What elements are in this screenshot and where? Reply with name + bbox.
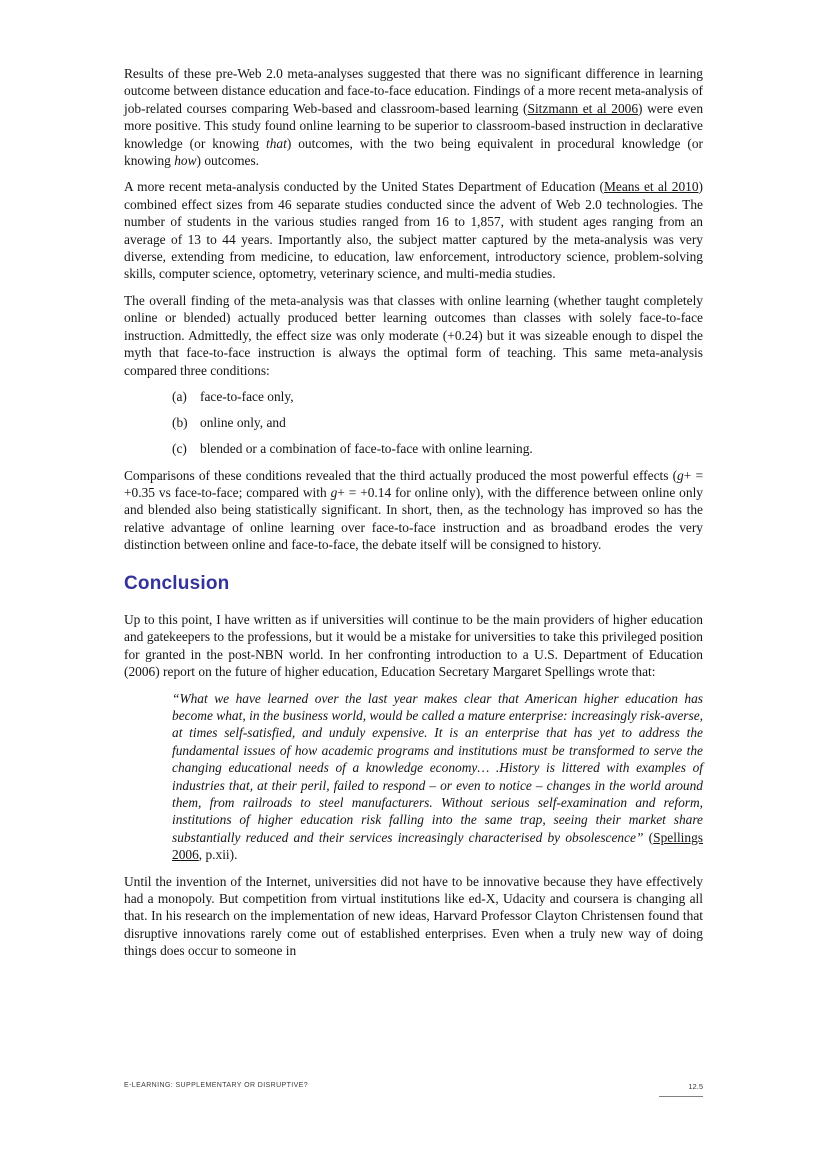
text-run: ) were even more positive. This study found online learning to be superior to classroom-based instruction in declarative knowledge (or knowing [124,100,704,151]
paragraph-overall-finding [124,292,703,379]
page-number-rule [659,1096,703,1097]
list-item-c [172,440,703,457]
list-label: (c) [172,441,187,457]
citation-link-spellings[interactable]: Spellings 2006 [172,829,703,863]
running-title: E-LEARNING: SUPPLEMENTARY OR DISRUPTIVE? [124,1082,309,1089]
text-run: Until the invention of the Internet, universities did not have to be innovative because they have effectively had a monopoly. But competition from virtual institutions like ed-X, Udacity and coursera is changing all that. In his research on the implementation of new ideas, Harvard Professor Clayton Christensen found that disruptive innovations rarely come out of established enterprises. Even when a truly new way of doing things does occur to someone in [124,873,703,959]
text-run: Up to this point, I have written as if universities will continue to be the main providers of higher education and gatekeepers to the professions, but it would be a mistake for universities to take this privileged position for granted in the post-NBN world. In her confronting introduction to a U.S. Department of Education (2006) report on the future of higher education, Education Secretary Margaret Spellings wrote that: [124,611,703,680]
list-item-a [172,388,703,405]
spellings-block-quote [172,690,703,864]
paragraph-comparisons [124,467,703,554]
italic-that: that [266,135,287,151]
list-text: blended or a combination of face-to-face with online learning. [200,441,533,457]
list-text: online only, and [200,415,286,430]
text-run: ) combined effect sizes from 46 separate studies conducted since the advent of Web 2.0 technologies. The number of students in the various studies ranged from 16 to 1,857, with student ages ranging from an average of 13 to 44 years. Importantly also, the subject matter captured by the meta-analysis was very diverse, extending from medicine, to education, law enforcement, introductory science, problem-solving skills, computer science, optometry, veterinary science, and multi-media studies. [124,179,704,282]
italic-g: g [677,467,684,483]
text-run: + = +0.14 for online only), with the difference between online only and blended also being statistically significant. In short, then, as the technology has improved so has the relative advantage of online learning over face-to-face instruction and as broadband erodes the very distinction between online and face-to-face, the debate itself will be consigned to history. [124,484,703,553]
citation-link-means[interactable]: Means et al 2010 [604,179,699,195]
italic-how: how [174,153,197,169]
text-run: ) outcomes, with the two being equivalent in procedural knowledge (or knowing [124,135,703,169]
paragraph-internet-invention [124,873,703,960]
section-heading-conclusion: Conclusion [124,572,230,594]
text-run: ) outcomes. [196,153,260,169]
text-run: The overall finding of the meta-analysis was that classes with online learning (whether taught completely online or blended) actually produced better learning outcomes than classes with solely face-to-face instruction. Admittedly, the effect size was only moderate (+0.24) but it was sizeable enough to dispel the myth that face-to-face instruction is always the optimal form of teaching. This same meta-analysis compared three conditions: [124,292,703,378]
list-label: (a) [172,388,187,404]
page-number-block [659,1082,703,1097]
page-number: 12.5 [688,1082,703,1091]
quote-italic-text: “What we have learned over the last year makes clear that American higher education has become what, in the business world, would be called a mature enterprise: increasingly risk-averse, at times self-satisfied, and unduly expensive. It is an enterprise that has yet to address the fundamental issues of how academic programs and institutions must be transformed to serve the changing educational needs of a knowledge economy… .History is littered with examples of industries that, at their peril, failed to respond – or even to notice – changes in the world around them, from railroads to steel manufacturers. Without serious self-examination and reform, institutions of higher education risk falling into the same trap, seeing their market share substantially reduced and their services increasingly characterised by obsolescence” [172,690,703,845]
italic-g: g [330,484,338,500]
list-label: (b) [172,415,188,430]
paragraph-up-to-this-point [124,611,703,681]
list-text: face-to-face only, [200,388,294,404]
paragraph-means-study [124,178,703,282]
list-item-b [172,414,703,431]
text-run: Results of these pre-Web 2.0 meta-analyses suggested that there was no significant difference in learning outcome between distance education and face-to-face education. Findings of a more recent meta-analysis of job-related courses comparing Web-based and classroom-based learning ( [124,66,703,116]
paragraph-meta-analyses [124,65,703,169]
page-footer [124,1082,703,1097]
text-run: , p.xii). [198,847,238,863]
text-run: A more recent meta-analysis conducted by the United States Department of Education ( [124,179,604,195]
text-run: Comparisons of these conditions revealed that the third actually produced the most powerful effects ( [124,467,678,483]
conditions-list [124,388,703,458]
citation-link-sitzmann[interactable]: Sitzmann et al 2006 [527,100,639,116]
text-run: + = +0.35 vs face-to-face; compared with [124,467,703,500]
text-run: ( [643,829,654,845]
page-content [124,65,703,960]
